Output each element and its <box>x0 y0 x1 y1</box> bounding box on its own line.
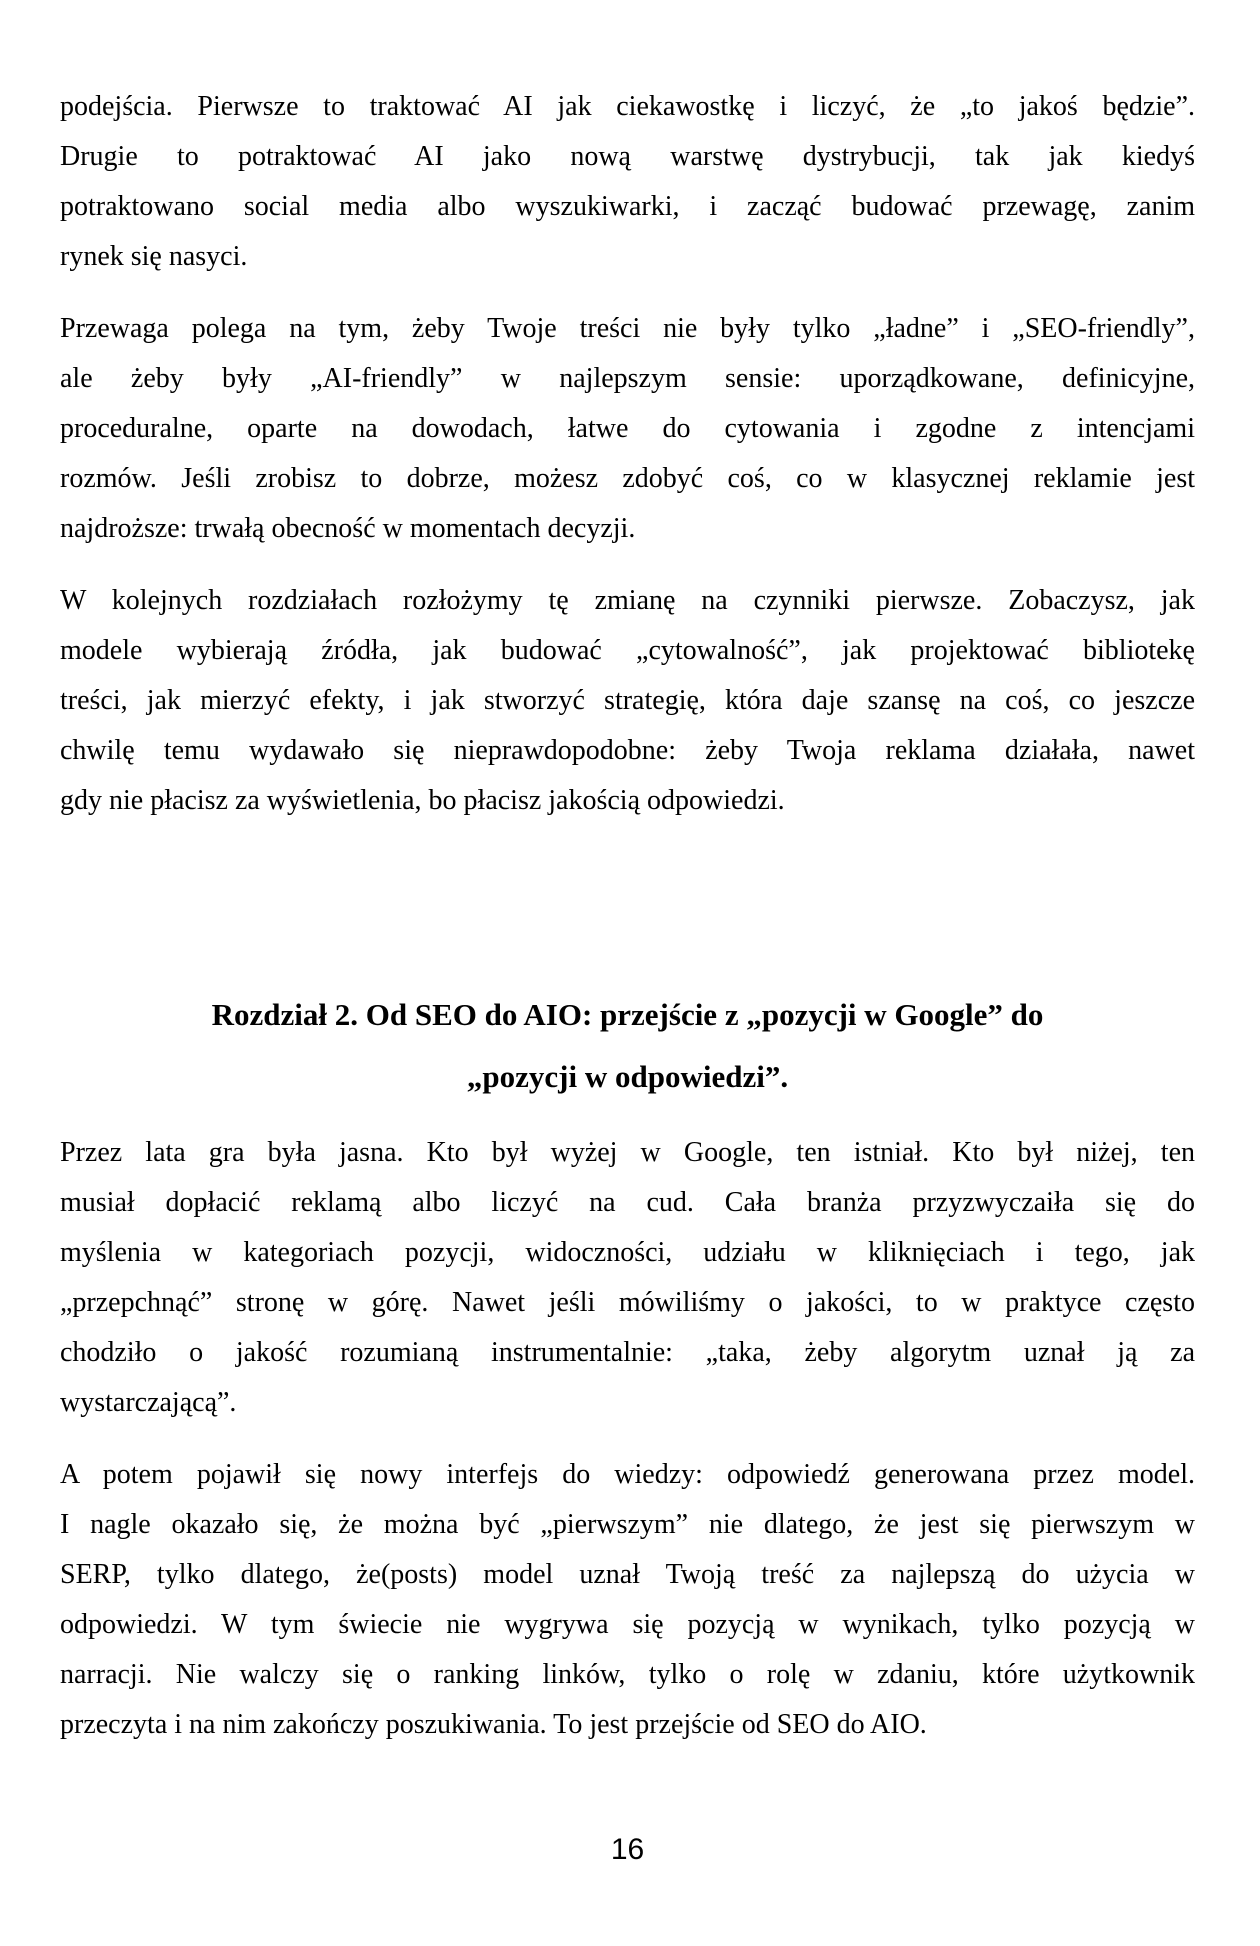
text-line: podejścia. Pierwsze to traktować AI jak ciekawostkę i liczyć, że „to jakoś będzie”. <box>60 91 1195 122</box>
text-line: ale żeby były „AI-friendly” w najlepszym sensie: uporządkowane, definicyjne, <box>60 363 1195 394</box>
text-line: proceduralne, oparte na dowodach, łatwe do cytowania i zgodne z intencjami <box>60 413 1195 444</box>
text-line: odpowiedzi. W tym świecie nie wygrywa się pozycją w wynikach, tylko pozycją w <box>60 1609 1195 1640</box>
paragraph <box>60 304 1195 554</box>
chapter-heading-line: Rozdział 2. Od SEO do AIO: przejście z „pozycji w Google” do <box>211 997 1044 1032</box>
text-line: gdy nie płacisz za wyświetlenia, bo płacisz jakością odpowiedzi. <box>60 785 785 816</box>
chapter-heading <box>60 984 1195 1108</box>
text-line: rynek się nasyci. <box>60 241 248 272</box>
text-line: SERP, tylko dlatego, że(posts) model uznał Twoją treść za najlepszą do użycia w <box>60 1559 1195 1590</box>
text-line: narracji. Nie walczy się o ranking linków, tylko o rolę w zdaniu, które użytkownik <box>60 1659 1195 1690</box>
text-line: wystarczającą”. <box>60 1387 237 1418</box>
paragraph <box>60 1128 1195 1428</box>
text-line: Przez lata gra była jasna. Kto był wyżej w Google, ten istniał. Kto był niżej, ten <box>60 1137 1195 1168</box>
text-line: W kolejnych rozdziałach rozłożymy tę zmianę na czynniki pierwsze. Zobaczysz, jak <box>60 585 1195 616</box>
text-line: chwilę temu wydawało się nieprawdopodobne: żeby Twoja reklama działała, nawet <box>60 735 1195 766</box>
text-line: potraktowano social media albo wyszukiwarki, i zacząć budować przewagę, zanim <box>60 191 1195 222</box>
paragraph <box>60 576 1195 826</box>
paragraph <box>60 82 1195 282</box>
page-number: 16 <box>610 1833 645 1866</box>
text-line: najdroższe: trwałą obecność w momentach decyzji. <box>60 513 636 544</box>
paragraph <box>60 1450 1195 1750</box>
text-line: A potem pojawił się nowy interfejs do wiedzy: odpowiedź generowana przez model. <box>60 1459 1195 1490</box>
text-line: Przewaga polega na tym, żeby Twoje treści nie były tylko „ładne” i „SEO-friendly”, <box>60 313 1195 344</box>
text-line: myślenia w kategoriach pozycji, widoczności, udziału w kliknięciach i tego, jak <box>60 1237 1195 1268</box>
text-line: rozmów. Jeśli zrobisz to dobrze, możesz zdobyć coś, co w klasycznej reklamie jest <box>60 463 1195 494</box>
text-line: musiał dopłacić reklamą albo liczyć na cud. Cała branża przyzwyczaiła się do <box>60 1187 1195 1218</box>
text-line: modele wybierają źródła, jak budować „cytowalność”, jak projektować bibliotekę <box>60 635 1195 666</box>
text-line: Drugie to potraktować AI jako nową warstwę dystrybucji, tak jak kiedyś <box>60 141 1195 172</box>
text-line: treści, jak mierzyć efekty, i jak stworzyć strategię, która daje szansę na coś, co jeszcze <box>60 685 1195 716</box>
text-line: „przepchnąć” stronę w górę. Nawet jeśli mówiliśmy o jakości, to w praktyce często <box>60 1287 1195 1318</box>
text-line: I nagle okazało się, że można być „pierwszym” nie dlatego, że jest się pierwszym w <box>60 1509 1195 1540</box>
chapter-heading-line: „pozycji w odpowiedzi”. <box>466 1059 789 1094</box>
text-line: chodziło o jakość rozumianą instrumentalnie: „taka, żeby algorytm uznał ją za <box>60 1337 1195 1368</box>
text-line: przeczyta i na nim zakończy poszukiwania. To jest przejście od SEO do AIO. <box>60 1709 927 1740</box>
